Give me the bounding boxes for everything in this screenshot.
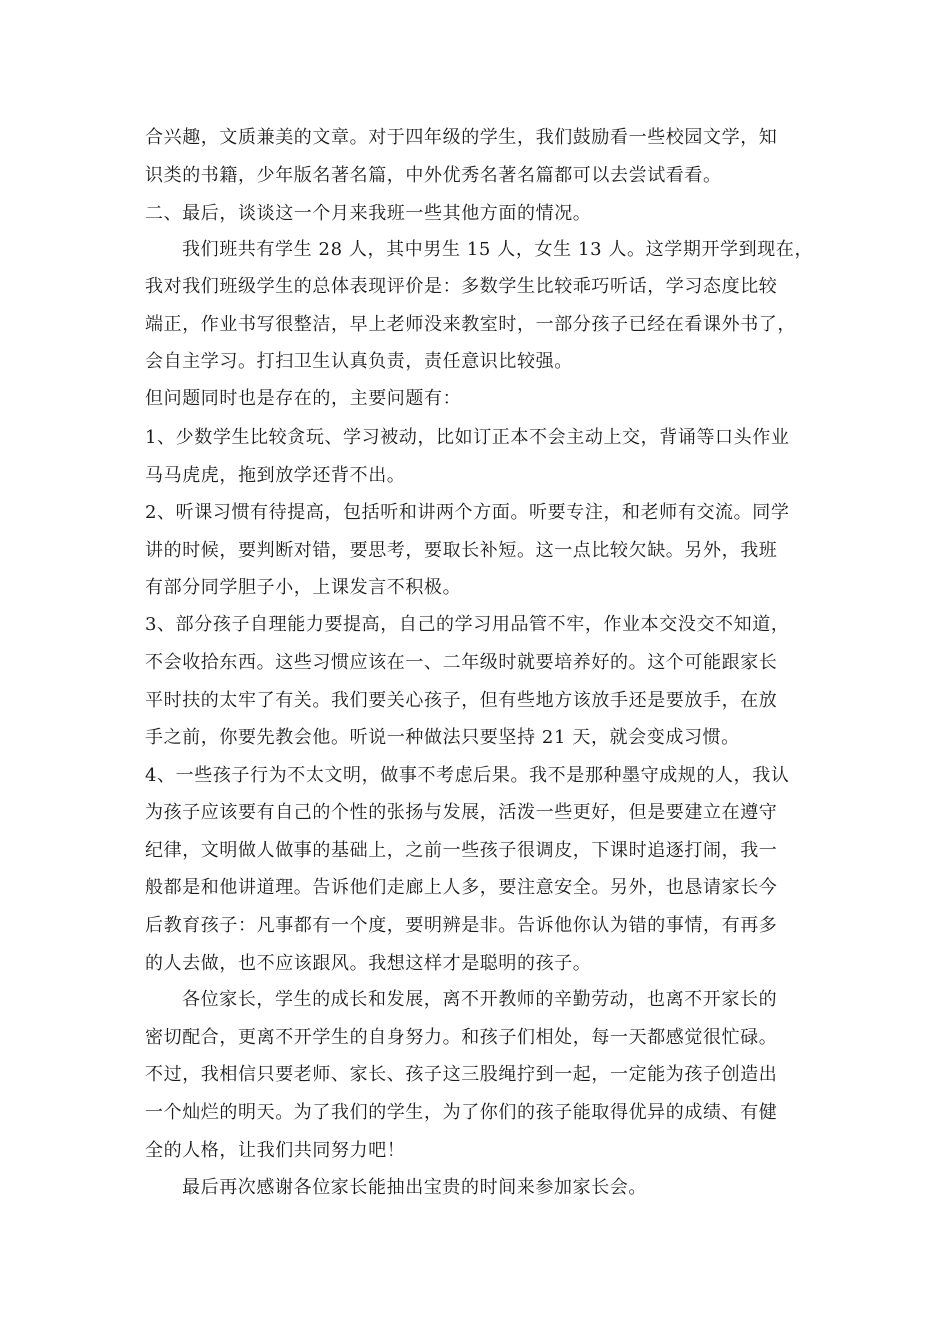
text-line: 各位家长，学生的成长和发展，离不开教师的辛勤劳动，也离不开家长的 <box>182 989 778 1010</box>
text-line: 我们班共有学生 28 人，其中男生 15 人，女生 13 人。这学期开学到现在， <box>182 239 814 260</box>
text-line: 识类的书籍，少年版名著名篇，中外优秀名著名篇都可以去尝试看看。 <box>145 165 722 186</box>
text-line: 不过，我相信只要老师、家长、孩子这三股绳拧到一起，一定能为孩子创造出 <box>145 1064 778 1085</box>
text-line: 但问题同时也是存在的，主要问题有： <box>145 388 462 409</box>
text-line: 纪律，文明做人做事的基础上，之前一些孩子很调皮，下课时追逐打闹，我一 <box>145 840 778 861</box>
text-line: 一个灿烂的明天。为了我们的学生，为了你们的孩子能取得优异的成绩、有健 <box>145 1102 778 1123</box>
list-item: 4、一些孩子行为不太文明，做事不考虑后果。我不是那种墨守成规的人，我认 <box>145 765 790 786</box>
text-line: 平时扶的太牢了有关。我们要关心孩子，但有些地方该放手还是要放手，在放 <box>145 690 778 711</box>
text-line: 会自主学习。打扫卫生认真负责，责任意识比较强。 <box>145 351 573 372</box>
list-item: 2、听课习惯有待提高，包括听和讲两个方面。听要专注，和老师有交流。同学 <box>145 502 790 523</box>
text-line: 后教育孩子：凡事都有一个度，要明辨是非。告诉他你认为错的事情，有再多 <box>145 915 778 936</box>
text-line: 全的人格，让我们共同努力吧！ <box>145 1140 406 1161</box>
text-line: 般都是和他讲道理。告诉他们走廊上人多，要注意安全。另外，也恳请家长今 <box>145 877 778 898</box>
text-line: 我对我们班级学生的总体表现评价是：多数学生比较乖巧听话，学习态度比较 <box>145 276 778 297</box>
list-item: 1、少数学生比较贪玩、学习被动，比如订正本不会主动上交，背诵等口头作业 <box>145 427 790 448</box>
text-line: 合兴趣，文质兼美的文章。对于四年级的学生，我们鼓励看一些校园文学，知 <box>145 127 778 148</box>
text-line: 的人去做，也不应该跟风。我想这样才是聪明的孩子。 <box>145 953 592 974</box>
text-line: 不会收拾东西。这些习惯应该在一、二年级时就要培养好的。这个可能跟家长 <box>145 652 778 673</box>
section-heading: 二、最后，谈谈这一个月来我班一些其他方面的情况。 <box>145 203 592 224</box>
closing-line: 最后再次感谢各位家长能抽出宝贵的时间来参加家长会。 <box>182 1177 647 1198</box>
text-line: 手之前，你要先教会他。听说一种做法只要坚持 21 天，就会变成习惯。 <box>145 727 740 748</box>
list-item: 3、部分孩子自理能力要提高，自己的学习用品管不牢，作业本交没交不知道， <box>145 614 790 635</box>
text-line: 端正，作业书写很整洁，早上老师没来教室时，一部分孩子已经在看课外书了， <box>145 314 796 335</box>
text-line: 马马虎虎，拖到放学还背不出。 <box>145 465 406 486</box>
text-line: 密切配合，更离不开学生的自身努力。和孩子们相处，每一天都感觉很忙碌。 <box>145 1027 778 1048</box>
text-line: 讲的时候，要判断对错，要思考，要取长补短。这一点比较欠缺。另外，我班 <box>145 540 778 561</box>
text-line: 为孩子应该要有自己的个性的张扬与发展，活泼一些更好，但是要建立在遵守 <box>145 802 778 823</box>
text-line: 有部分同学胆子小，上课发言不积极。 <box>145 577 462 598</box>
